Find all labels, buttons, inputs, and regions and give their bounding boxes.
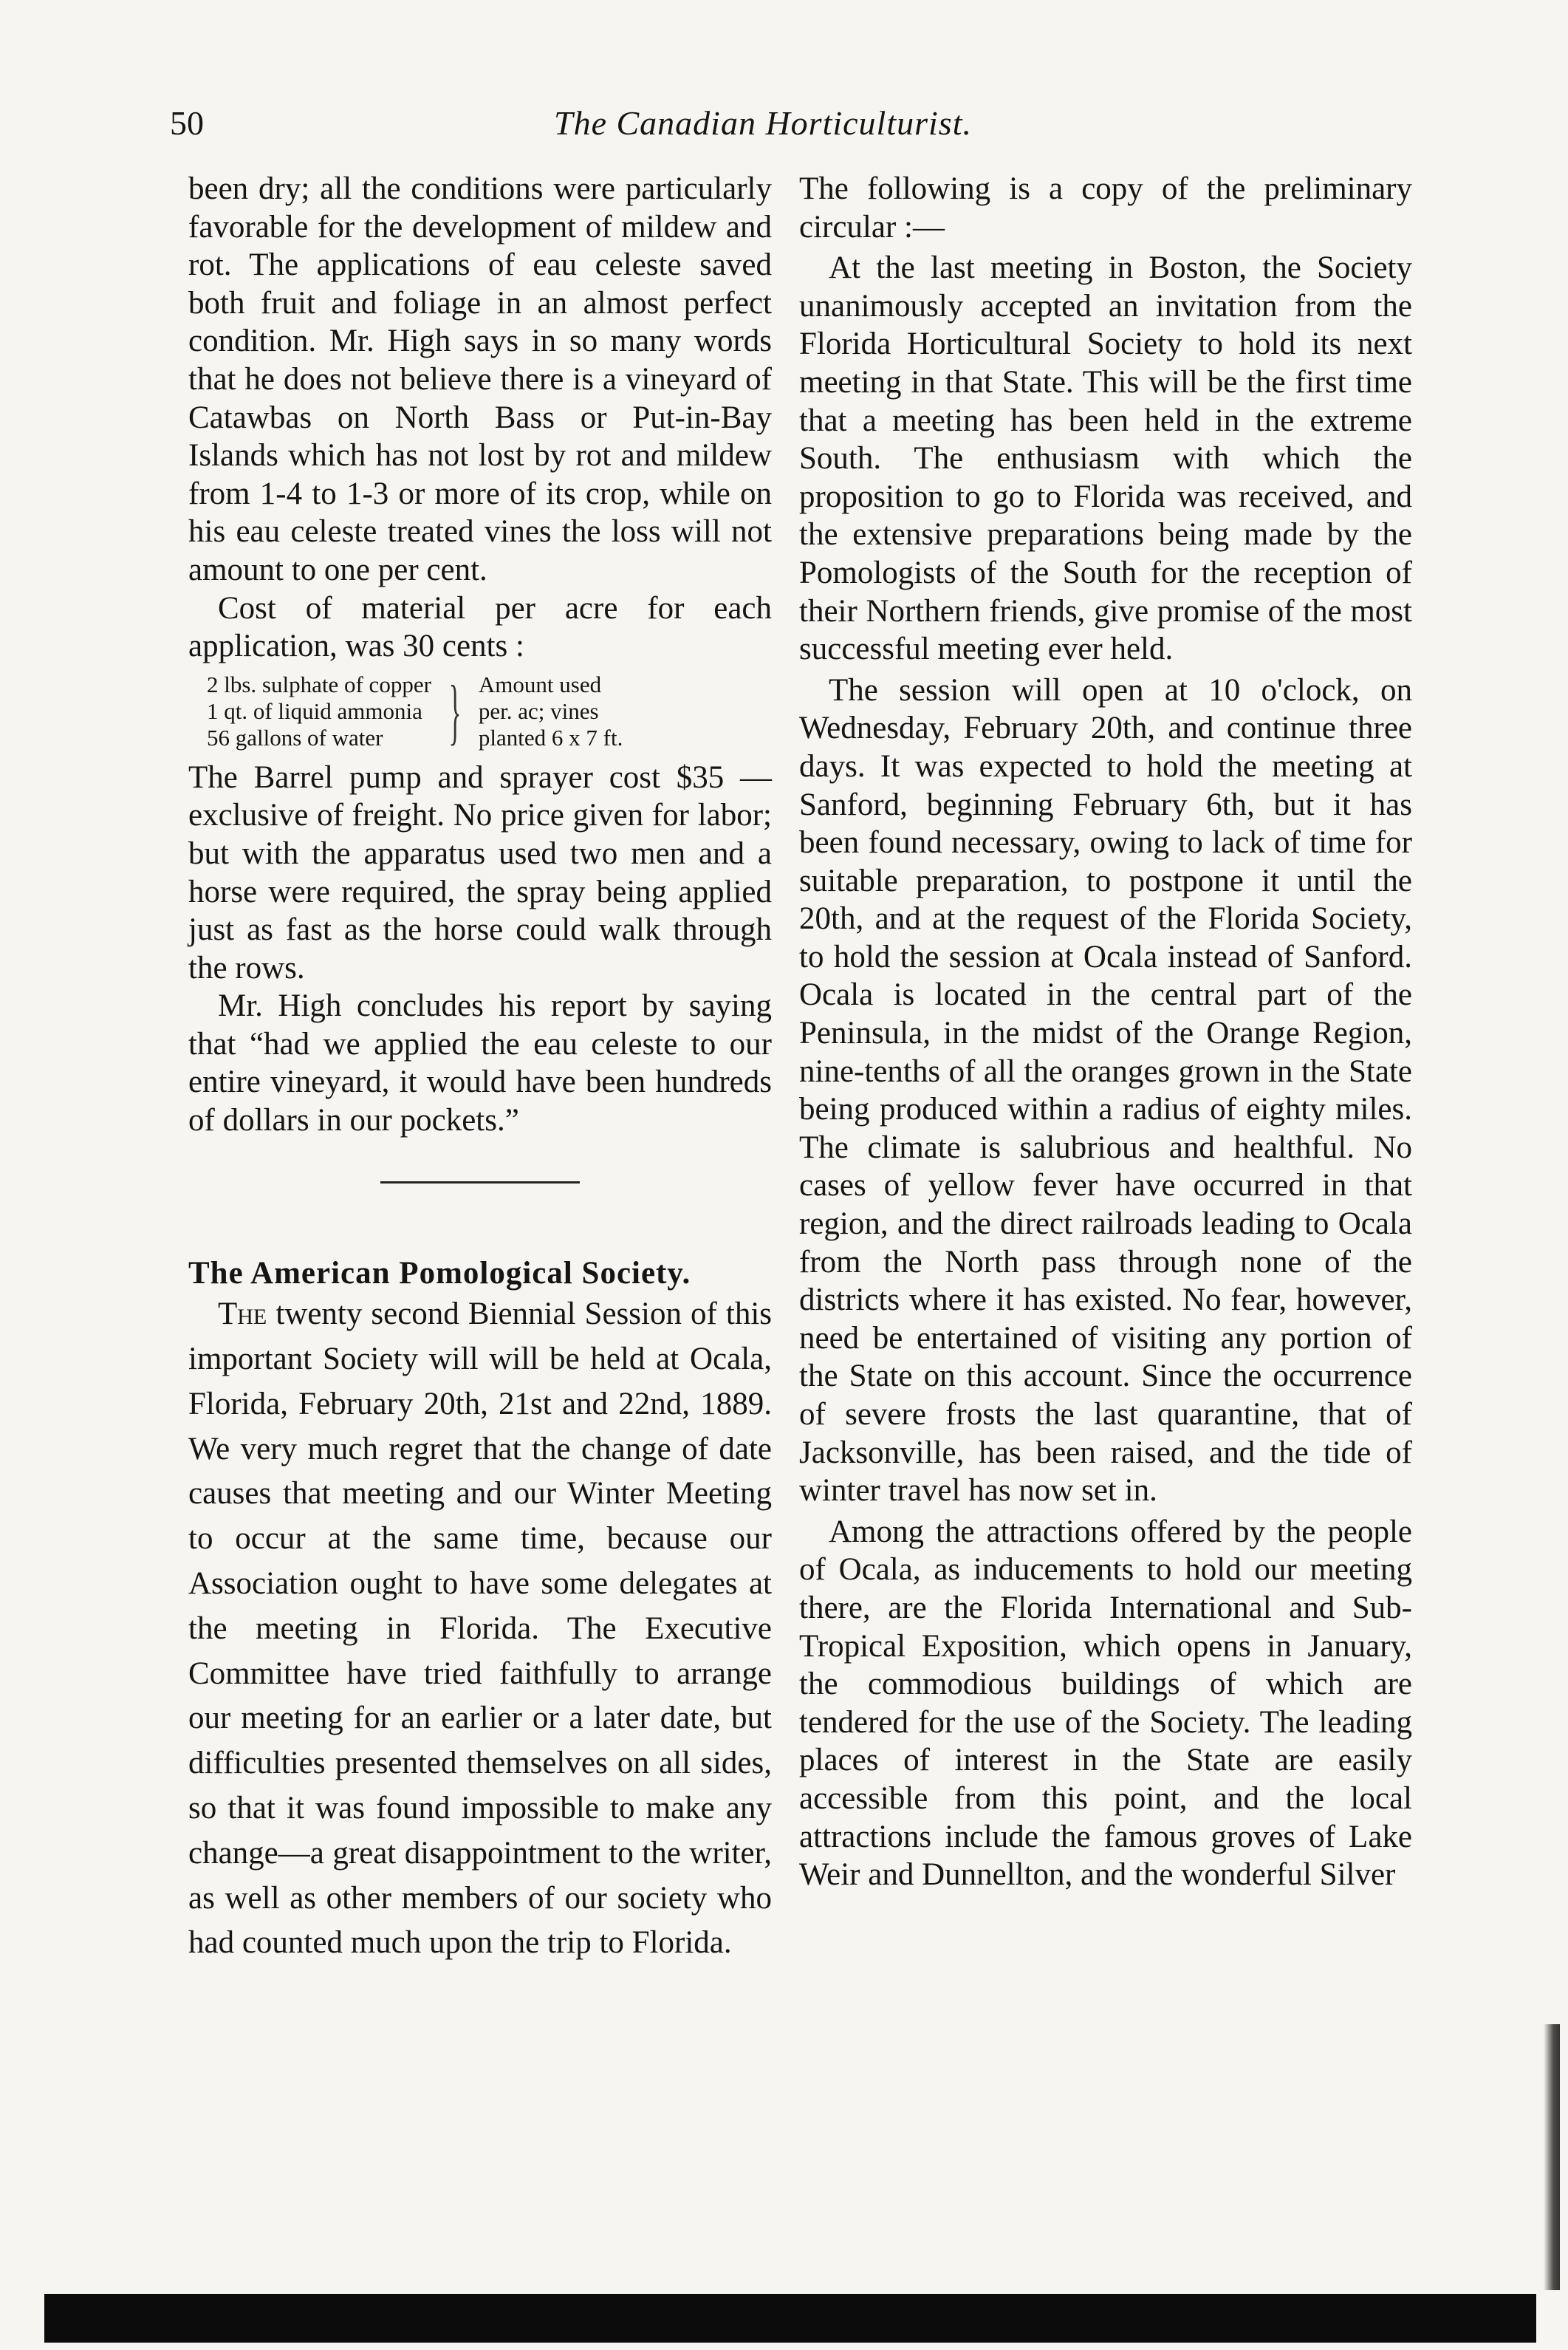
paragraph-high-conclusion: Mr. High concludes his report by saying that “had we applied the eau celeste to our entire vineyard, it would have been hundreds of dollars in our pockets.” bbox=[188, 988, 772, 1138]
paragraph-biennial-session bbox=[188, 1292, 772, 1966]
recipe-line: 2 lbs. sulphate of copper bbox=[207, 671, 431, 697]
recipe-line: 1 qt. of liquid ammonia bbox=[207, 697, 422, 724]
paragraph-pump-cost: The Barrel pump and sprayer cost $35 —exclusive of freight. No price given for labor; but with the apparatus used two men and a horse were required, the spray being applied just as fast as the horse could walk through the rows. bbox=[188, 759, 772, 986]
recipe-note-line: per. ac; vines bbox=[478, 697, 599, 724]
lead-word: The bbox=[218, 1297, 267, 1332]
paragraph-material-cost: Cost of material per acre for each application, was 30 cents : bbox=[188, 590, 772, 664]
paragraph-circular-intro: The following is a copy of the preliminary circular :— bbox=[799, 171, 1412, 245]
recipe-ingredients bbox=[207, 672, 431, 751]
running-title: The Canadian Horticulturist. bbox=[554, 104, 972, 142]
paragraph-ocala-attractions: Among the attractions offered by the people of Ocala, as inducements to hold our meeting there, are the Florida International and Sub-Tropical Exposition, which opens in January, the commodious buildings of which are tendered for the use of the Society. The leading places of interest in the State are easily accessible from this point, and the local attractions include the famous groves of Lake Weir and Dunnellton, and the wonderful Silver bbox=[799, 1514, 1412, 1893]
scan-bottom-border bbox=[44, 2294, 1536, 2343]
page-number: 50 bbox=[170, 104, 204, 142]
recipe-note bbox=[479, 672, 623, 751]
paragraph-body: twenty second Biennial Session of this important Society will will be held at Ocala, Florida, February 20th, 21st and 22nd, 1889. We very much regret that the change of date causes that meeting and our Winter Meeting to occur at the same time, because our Association ought to have some delegates at the meeting in Florida. The Executive Committee have tried faithfully to arrange our meeting for an earlier or a later date, but difficulties presented themselves on all sides, so that it was found impossible to make any change—a great disappointment to the writer, as well as other members of our society who had counted much upon the trip to Florida. bbox=[188, 1297, 772, 1961]
paragraph-boston-meeting: At the last meeting in Boston, the Society unanimously accepted an invitation from the Florida Horticultural Society to hold its next meeting in that State. This will be the first time that a meeting has been held in the extreme South. The enthusiasm with which the proposition to go to Florida was received, and the extensive preparations being made by the Pomologists of the South for the reception of their Northern friends, give promise of the most successful meeting ever held. bbox=[799, 250, 1412, 667]
section-heading: The American Pomological Society. bbox=[188, 1255, 691, 1291]
recipe-note-line: planted 6 x 7 ft. bbox=[478, 724, 623, 751]
left-column bbox=[188, 170, 772, 1966]
paragraph-session-details: The session will open at 10 o'clock, on Wednesday, February 20th, and continue three days. It was expected to hold the meeting at Sanford, beginning February 6th, but it has been found necessary, owing to lack of time for suitable preparation, to postpone it until the 20th, and at the request of the Florida Society, to hold the session at Ocala instead of Sanford. Ocala is located in the central part of the Peninsula, in the midst of the Orange Region, nine-tenths of all the oranges grown in the State being produced within a radius of eighty miles. The climate is salubrious and healthful. No cases of yellow fever have occurred in that region, and the direct railroads leading to Ocala from the North pass through none of the districts where it has existed. No fear, however, need be entertained of visiting any portion of the State on this account. Since the occurrence of severe frosts the last quarantine, that of Jacksonville, has been raised, and the tide of winter travel has now set in. bbox=[799, 672, 1412, 1509]
paragraph-eau-celeste-results: been dry; all the conditions were particularly favorable for the development of mildew and rot. The applications of eau celeste saved both fruit and foliage in an almost perfect condition. Mr. High says in so many words that he does not believe there is a vineyard of Catawbas on North Bass or Put-in-Bay Islands which has not lost by rot and mildew from 1-4 to 1-3 or more of its crop, while on his eau celeste treated vines the loss will not amount to one per cent. bbox=[188, 171, 772, 587]
recipe-note-line: Amount used bbox=[478, 671, 602, 697]
recipe-line: 56 gallons of water bbox=[207, 724, 383, 751]
page-header bbox=[170, 103, 1396, 155]
brace-glyph: } bbox=[448, 669, 462, 752]
section-divider bbox=[380, 1181, 580, 1183]
scan-edge-shadow bbox=[1544, 2024, 1560, 2290]
right-column bbox=[799, 170, 1412, 1894]
spray-recipe bbox=[207, 669, 772, 752]
